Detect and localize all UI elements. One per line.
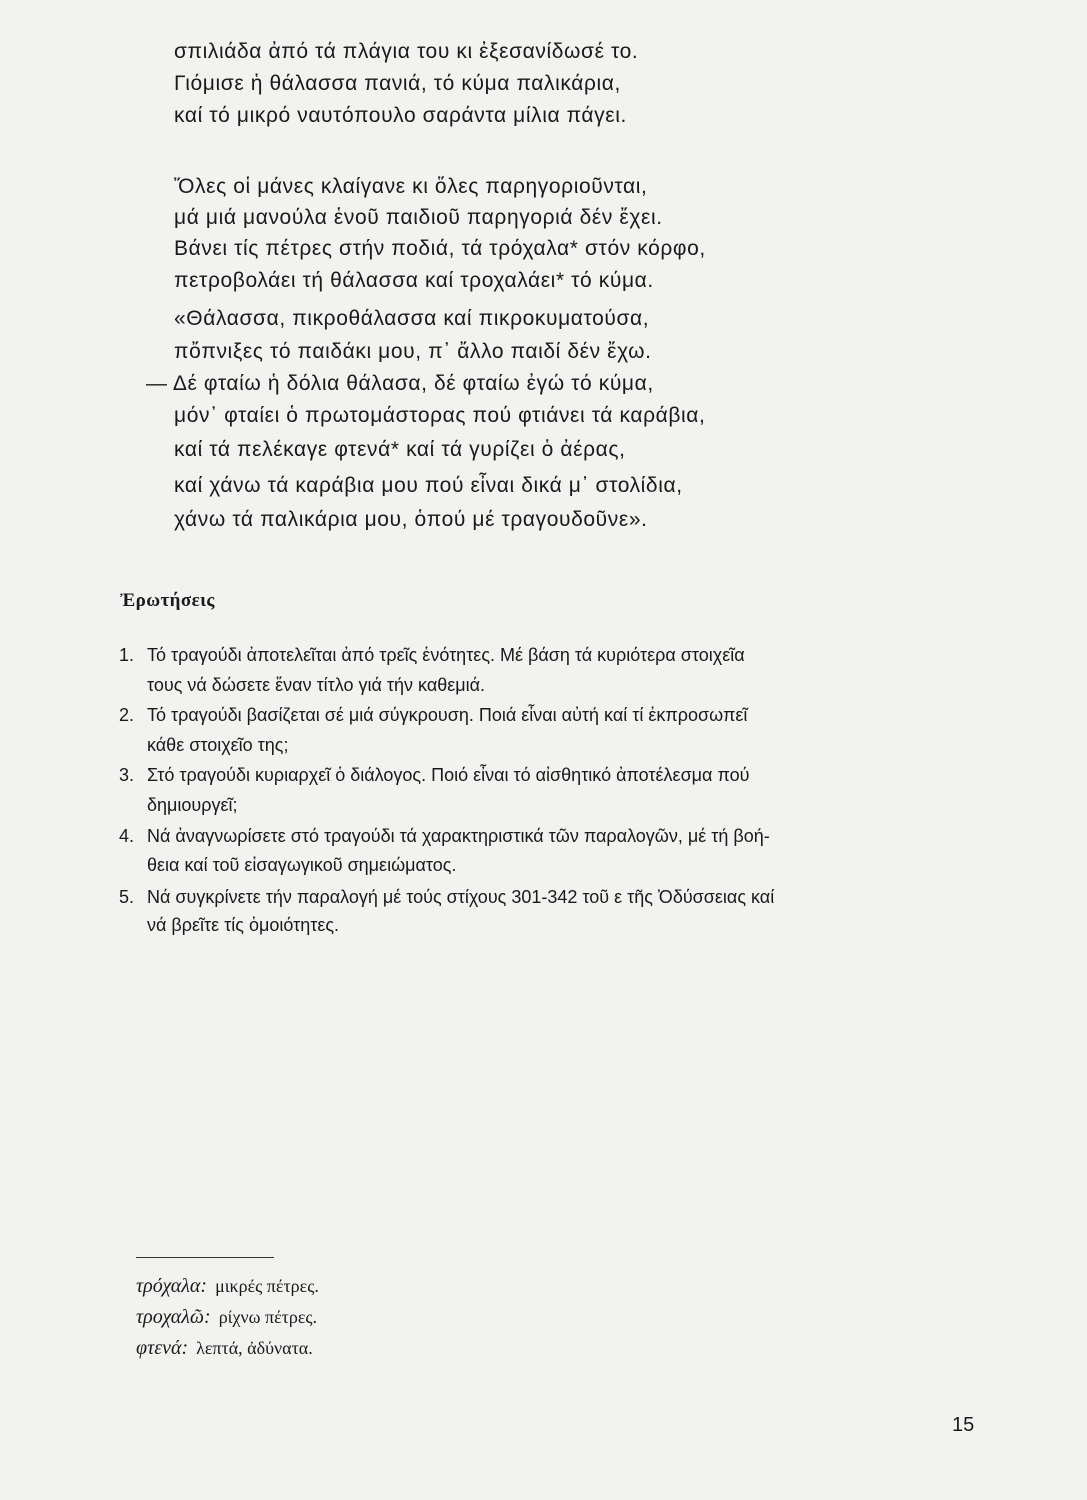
footnote-term: τρόχαλα: <box>136 1275 208 1297</box>
poem-line: Βάνει τίς πέτρες στήν ποδιά, τά τρόχαλα* στόν κόρφο, <box>174 237 706 260</box>
question-number: 3. <box>118 765 134 785</box>
question-number: 2. <box>118 705 134 725</box>
poem-line: χάνω τά παλικάρια μου, ὁπού μέ τραγουδοῦνε». <box>174 508 648 531</box>
questions-heading: Ἐρωτήσεις <box>120 590 215 611</box>
question-text: νά βρεῖτε τίς ὁμοιότητες. <box>147 915 340 935</box>
question-text: Τό τραγούδι βασίζεται σέ μιά σύγκρουση. Ποιά εἶναι αὐτή καί τί ἐκπροσωπεῖ <box>147 705 748 725</box>
poem-line: καί τά πελέκαγε φτενά* καί τά γυρίζει ὁ ἀέρας, <box>174 438 626 461</box>
poem-line: Γιόμισε ἡ θάλασσα πανιά, τό κύμα παλικάρια, <box>174 72 621 95</box>
poem-line: μόν᾽ φταίει ὁ πρωτομάστορας πού φτιάνει τά καράβια, <box>174 404 706 427</box>
footnote <box>136 1336 313 1360</box>
poem-line: σπιλιάδα ἀπό τά πλάγια του κι ἐξεσανίδωσέ το. <box>174 40 639 63</box>
question-number: 1. <box>118 645 134 665</box>
footnote-definition: μικρές πέτρες. <box>215 1276 319 1296</box>
poem-line: πετροβολάει τή θάλασσα καί τροχαλάει* τό κύμα. <box>174 269 654 292</box>
question-text: Στό τραγούδι κυριαρχεῖ ὁ διάλογος. Ποιό εἶναι τό αἰσθητικό ἀποτέλεσμα πού <box>147 765 750 785</box>
poem-line: πὄπνιξες τό παιδάκι μου, π᾽ ἄλλο παιδί δέν ἔχω. <box>174 340 652 363</box>
footnote-term: φτενά: <box>136 1337 189 1359</box>
footnote-definition: ρίχνω πέτρες. <box>218 1307 318 1327</box>
question-text: Τό τραγούδι ἀποτελεῖται ἀπό τρεῖς ἑνότητες. Μέ βάση τά κυριότερα στοιχεῖα <box>147 645 745 665</box>
page-number: 15 <box>952 1414 975 1436</box>
question-text: κάθε στοιχεῖο της; <box>147 735 289 755</box>
question-text: Νά ἀναγνωρίσετε στό τραγούδι τά χαρακτηριστικά τῶν παραλογῶν, μέ τή βοή- <box>147 826 770 846</box>
question-number: 4. <box>118 826 134 846</box>
poem-line: Ὅλες οἱ μάνες κλαίγανε κι ὅλες παρηγοριοῦνται, <box>174 175 648 198</box>
poem-line: «Θάλασσα, πικροθάλασσα καί πικροκυματούσα, <box>174 307 650 330</box>
footnote <box>136 1305 317 1329</box>
question-number: 5. <box>118 887 134 907</box>
poem-line: μά μιά μανούλα ἑνοῦ παιδιοῦ παρηγοριά δέν ἔχει. <box>174 206 663 229</box>
poem-line: καί τό μικρό ναυτόπουλο σαράντα μίλια πάγει. <box>174 104 627 127</box>
poem-line: — Δέ φταίω ἡ δόλια θάλασα, δέ φταίω ἐγώ τό κύμα, <box>146 372 654 395</box>
poem-line: καί χάνω τά καράβια μου πού εἶναι δικά μ᾽ στολίδια, <box>174 474 683 497</box>
footnote-divider <box>136 1257 274 1258</box>
question-text: θεια καί τοῦ εἰσαγωγικοῦ σημειώματος. <box>147 855 457 875</box>
question-text: Νά συγκρίνετε τήν παραλογή μέ τούς στίχους 301-342 τοῦ ε τῆς Ὀδύσσειας καί <box>147 887 775 907</box>
question-text: τους νά δώσετε ἕναν τίτλο γιά τήν καθεμιά. <box>147 675 486 695</box>
footnote-definition: λεπτά, ἀδύνατα. <box>196 1338 313 1358</box>
footnote <box>136 1274 319 1298</box>
footnote-term: τροχαλῶ: <box>136 1306 211 1328</box>
question-text: δημιουργεῖ; <box>147 795 238 815</box>
